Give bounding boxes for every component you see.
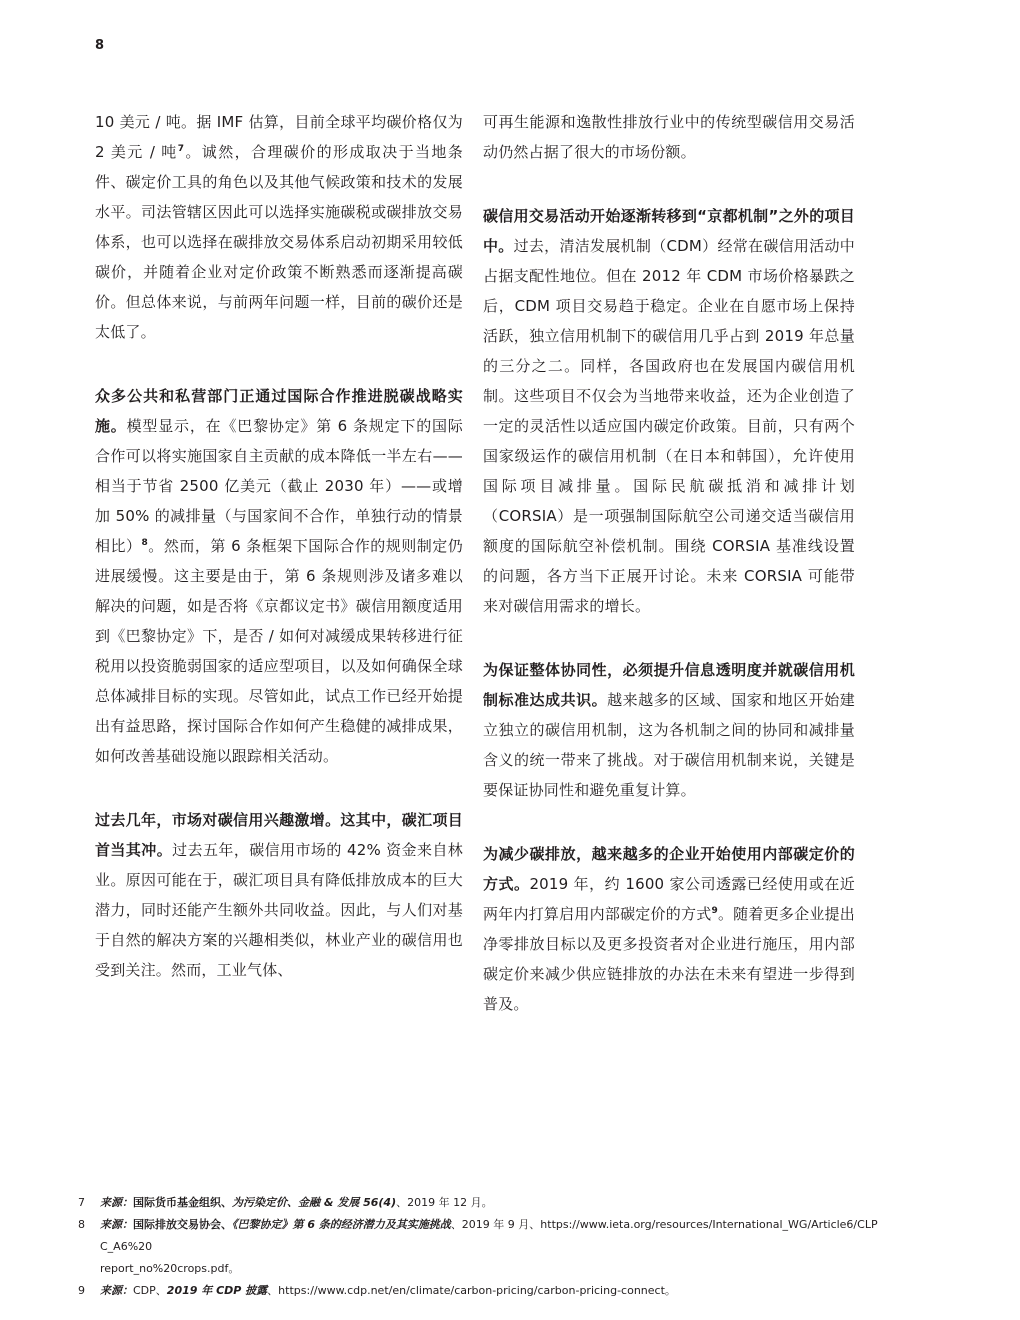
footnote-reference: 8: [141, 538, 148, 548]
footnote-text: [100, 1280, 883, 1302]
footnote-reference: 9: [711, 906, 718, 916]
footnotes-section: [78, 1192, 883, 1302]
paragraph: [483, 201, 855, 621]
text-run: 10 美元 / 吨。据 IMF 估算，目前全球平均碳价格仅为 2 美元 / 吨: [95, 113, 463, 161]
text-run: 来源：: [100, 1284, 133, 1297]
footnote-number: 9: [78, 1284, 85, 1297]
text-run: 为保证整体协同性，必须提升信息透明度并就碳信用机制标准达成共识。: [483, 661, 855, 709]
text-run: 为减少碳排放，越来越多的企业开始使用内部碳定价的方式。: [483, 845, 855, 893]
text-run: 众多公共和私营部门正通过国际合作推进脱碳战略实施。: [95, 387, 463, 435]
text-run: 过去几年，市场对碳信用兴趣激增。这其中，碳汇项目首当其冲。: [95, 811, 463, 859]
text-run: 模型显示，在《巴黎协定》第 6 条规定下的国际合作可以将实施国家自主贡献的成本降低一半左右——相当于节省 2500 亿美元（截止 2030 年）——或增加 50% 的减排量（与国家间不合作，单独行动的情景相比）: [95, 417, 464, 555]
footnote-number: 8: [78, 1218, 85, 1231]
right-column: [483, 107, 855, 1053]
text-run: 越来越多的区域、国家和地区开始建立独立的碳信用机制，这为各机制之间的协同和减排量含义的统一带来了挑战。对于碳信用机制来说，关键是要保证协同性和避免重复计算。: [483, 691, 855, 799]
text-run: 。然而，第 6 条框架下国际合作的规则制定仍进展缓慢。这主要是由于，第 6 条规则涉及诸多难以解决的问题，如是否将《京都议定书》碳信用额度适用到《巴黎协定》下，是否 / 如何对减缓成果转移进行征税用以投资脆弱国家的适应型项目，以及如何确保全球总体减排目标的实现。尽管如此，试点工作已经开始提出有益思路，探讨国际合作如何产生稳健的减排成果，如何改善基础设施以跟踪相关活动。: [95, 537, 463, 765]
footnote: [78, 1280, 883, 1302]
paragraph: [483, 655, 855, 805]
text-run: 。随着更多企业提出净零排放目标以及更多投资者对企业进行施压，用内部碳定价来减少供应链排放的办法在未来有望进一步得到普及。: [483, 905, 855, 1013]
footnote-reference: 7: [177, 144, 185, 154]
paragraph: [95, 381, 463, 771]
text-run: 、2019 年 12 月。: [396, 1196, 493, 1209]
footnote-text: [100, 1192, 883, 1214]
text-run: 2019 年 CDP 披露: [166, 1284, 268, 1297]
text-run: 、2019 年 9 月、https://www.ieta.org/resources/International_WG/Article6/CLPC_A6%20: [100, 1218, 878, 1253]
paragraph: [483, 107, 855, 167]
text-run: 可再生能源和逸散性排放行业中的传统型碳信用交易活动仍然占据了很大的市场份额。: [483, 113, 855, 161]
text-run: 、https://www.cdp.net/en/climate/carbon-pricing/carbon-pricing-connect。: [267, 1284, 676, 1297]
footnote-number: 7: [78, 1196, 85, 1209]
text-run: 来源：: [100, 1218, 133, 1231]
text-run: 过去，清洁发展机制（CDM）经常在碳信用活动中占据支配性地位。但在 2012 年 CDM 市场价格暴跌之后，CDM 项目交易趋于稳定。企业在自愿市场上保持活跃，独立信用机制下的碳信用几乎占到 2019 年总量的三分之二。同样，各国政府也在发展国内碳信用机制。这些项目不仅会为当地带来收益，还为企业创造了一定的灵活性以适应国内碳定价政策。目前，只有两个国家级运作的碳信用机制（在日本和韩国），允许使用国际项目减排量。国际民航碳抵消和减排计划（CORSIA）是一项强制国际航空公司递交适当碳信用额度的国际航空补偿机制。围绕 CORSIA 基准线设置的问题，各方当下正展开讨论。未来 CORSIA 可能带来对碳信用需求的增长。: [483, 237, 855, 615]
text-run: CDP、: [133, 1284, 167, 1297]
left-column: [95, 107, 463, 1053]
paragraph: [95, 107, 463, 347]
text-run: 2019 年，约 1600 家公司透露已经使用或在近两年内打算启用内部碳定价的方式: [483, 875, 855, 923]
text-run: 国际货币基金组织、: [133, 1196, 232, 1209]
footnote-text: [100, 1214, 883, 1280]
footnote: [78, 1192, 883, 1214]
page-number: 8: [95, 38, 105, 53]
text-run: 。诚然，合理碳价的形成取决于当地条件、碳定价工具的角色以及其他气候政策和技术的发展水平。司法管辖区因此可以选择实施碳税或碳排放交易体系，也可以选择在碳排放交易体系启动初期采用较低碳价，并随着企业对定价政策不断熟悉而逐渐提高碳价。但总体来说，与前两年问题一样，目前的碳价还是太低了。: [95, 143, 463, 341]
text-run: 过去五年，碳信用市场的 42% 资金来自林业。原因可能在于，碳汇项目具有降低排放成本的巨大潜力，同时还能产生额外共同收益。因此，与人们对基于自然的解决方案的兴趣相类似，林业产业的碳信用也受到关注。然而，工业气体、: [95, 841, 463, 979]
text-run: 为污染定价、金融 & 发展 56(4): [232, 1196, 397, 1209]
text-run: 《巴黎协定》第 6 条的经济潜力及其实施挑战: [232, 1218, 451, 1231]
body-columns: [95, 107, 855, 1053]
text-run: report_no%20crops.pdf。: [100, 1262, 240, 1275]
text-run: 来源：: [100, 1196, 133, 1209]
paragraph: [95, 805, 463, 985]
text-run: 碳信用交易活动开始逐渐转移到“京都机制”之外的项目中。: [483, 207, 855, 255]
paragraph: [483, 839, 855, 1019]
footnote: [78, 1214, 883, 1280]
text-run: 国际排放交易协会、: [133, 1218, 232, 1231]
